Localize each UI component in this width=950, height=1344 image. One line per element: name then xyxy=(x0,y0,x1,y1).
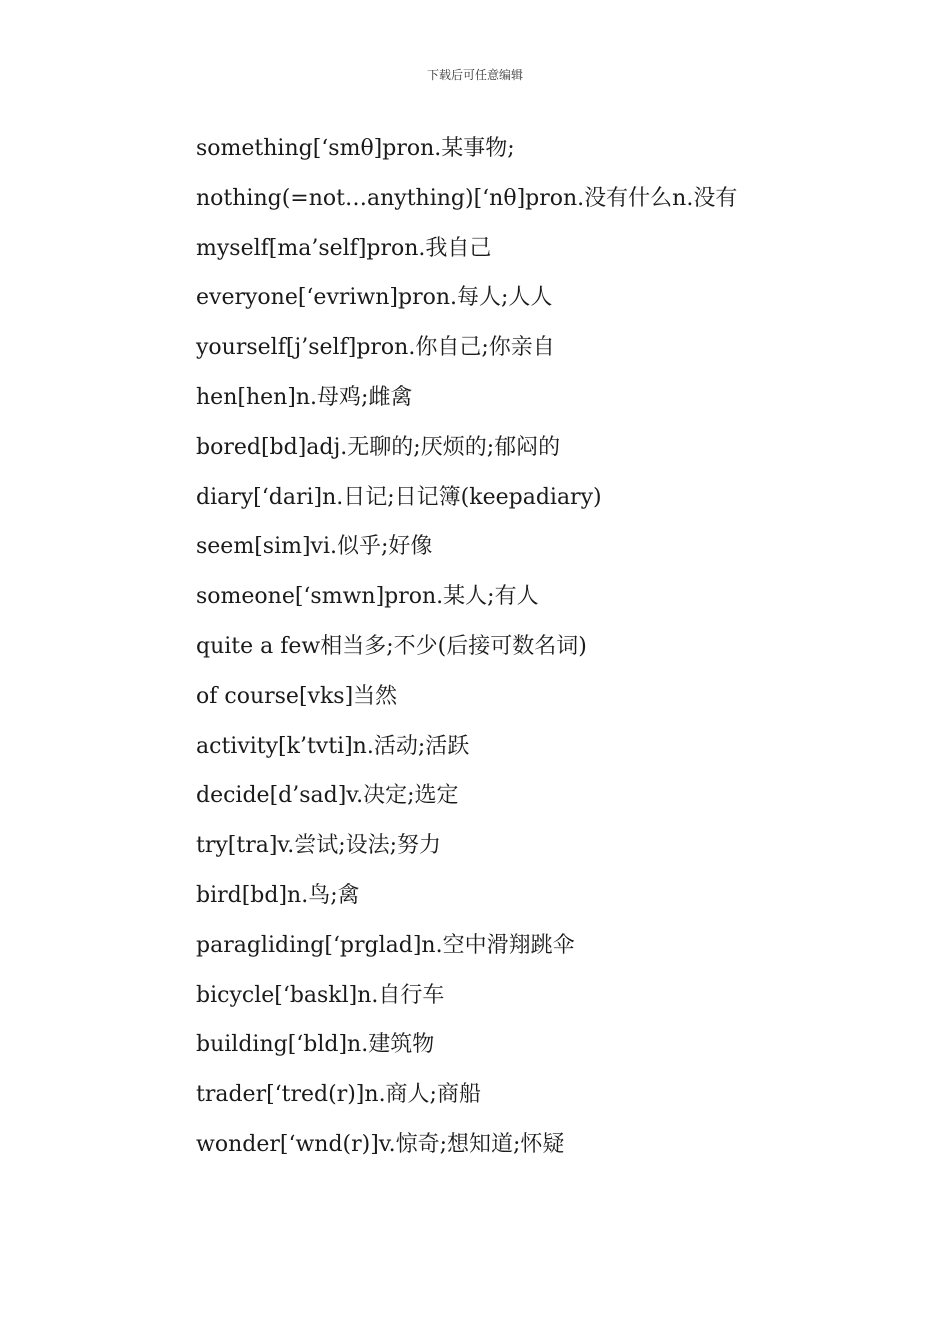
vocab-entry: activity[k’tvti]n.活动;活跃 xyxy=(196,733,470,759)
vocabulary-list xyxy=(146,124,816,1170)
vocab-entry: bicycle[‘baskl]n.自行车 xyxy=(196,982,445,1008)
page-header: 下载后可任意编辑 xyxy=(426,68,523,82)
vocab-entry: bird[bd]n.鸟;禽 xyxy=(196,882,360,908)
vocab-entry: myself[ma’self]pron.我自己 xyxy=(196,235,492,261)
vocab-entry: diary[‘dari]n.日记;日记簿(keepadiary) xyxy=(196,484,602,510)
vocab-entry: everyone[‘evriwn]pron.每人;人人 xyxy=(196,285,553,311)
vocab-entry: paragliding[‘prglad]n.空中滑翔跳伞 xyxy=(196,932,575,958)
vocab-entry: bored[bd]adj.无聊的;厌烦的;郁闷的 xyxy=(196,434,561,460)
vocab-entry: someone[‘smwn]pron.某人;有人 xyxy=(196,584,539,610)
vocab-entry: yourself[j’self]pron.你自己;你亲自 xyxy=(196,335,555,361)
vocab-entry: something[‘smθ]pron.某事物; xyxy=(196,136,515,161)
vocab-entry: building[‘bld]n.建筑物 xyxy=(196,1032,435,1058)
vocab-entry: trader[‘tred(r)]n.商人;商船 xyxy=(196,1082,481,1108)
vocab-entry: try[tra]v.尝试;设法;努力 xyxy=(196,833,442,859)
vocab-entry: hen[hen]n.母鸡;雌禽 xyxy=(196,384,413,410)
vocab-entry: quite a few相当多;不少(后接可数名词) xyxy=(196,633,587,659)
vocab-entry: of course[vks]当然 xyxy=(196,683,398,709)
vocab-entry: decide[d’sad]v.决定;选定 xyxy=(196,783,459,809)
vocab-entry: seem[sim]vi.似乎;好像 xyxy=(196,534,433,560)
vocab-entry: nothing(=not…anything)[‘nθ]pron.没有什么n.没有 xyxy=(196,185,738,211)
vocab-entry: wonder[‘wnd(r)]v.惊奇;想知道;怀疑 xyxy=(196,1131,565,1157)
